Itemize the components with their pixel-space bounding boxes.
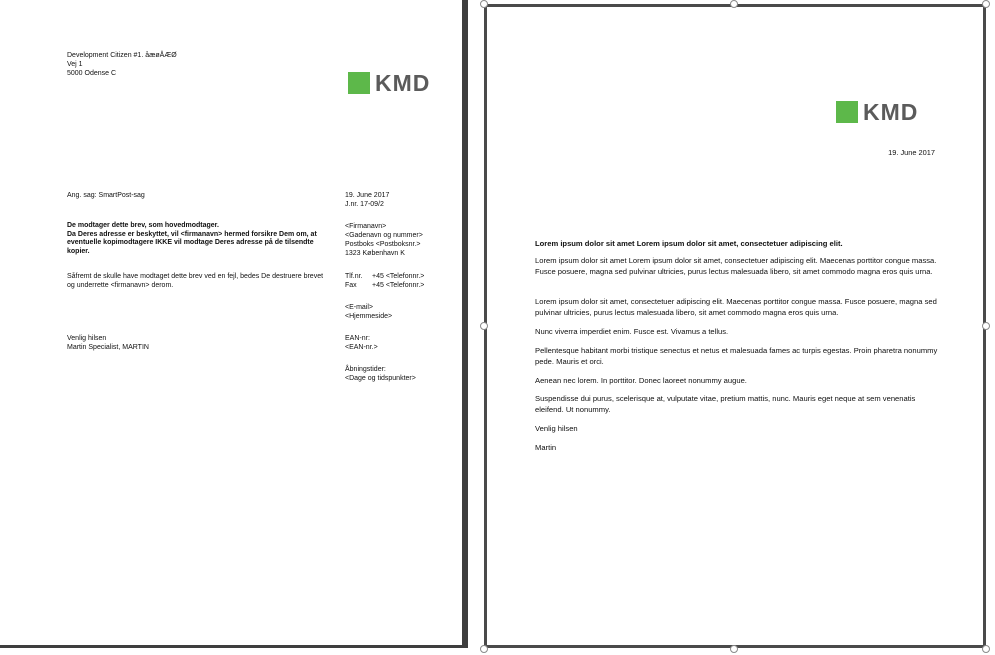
resize-handle-middle-right[interactable] [982,322,990,330]
sender-email: <E-mail> [345,304,374,311]
sender-street: <Gadenavn og nummer> [345,232,423,239]
page-2-paragraph-1: Lorem ipsum dolor sit amet Lorem ipsum dolor sit amet, consectetuer adipiscing elit. Maecenas porttitor congue massa. Fusce posuere, magna sed pulvinar ultricies, purus lectus malesuada libero, sit amet commodo magna eros quis urna. [535,256,937,276]
sender-phone-value: +45 <Telefonnr.> [372,273,425,280]
page-2-paragraph-3: Nunc viverra imperdiet enim. Fusce est. Vivamus a tellus. [535,327,729,336]
page-2-closing: Venlig hilsen [535,424,578,433]
page-2-paragraph-6: Suspendisse dui purus, scelerisque at, vulputate vitae, pretium mattis, nunc. Mauris eget neque at sem venenatis eleifend. Ut nonummy. [535,394,916,414]
letter-date: 19. June 2017 [345,192,390,199]
ean-value: <EAN-nr.> [345,344,378,351]
page-2-date: 19. June 2017 [888,148,935,157]
resize-handle-top-center[interactable] [730,0,738,8]
error-delivery-paragraph: Såfremt de skulle have modtaget dette brev ved en fejl, bedes De destruere brevet og underrette <firmanavn> derom. [67,273,324,289]
recipient-address-line-1: Development Citizen #1. åæøÅÆØ [67,52,177,59]
sender-phone-label: Tlf.nr. [345,273,363,280]
letter-page-2[interactable] [484,4,986,648]
page-2-heading: Lorem ipsum dolor sit amet Lorem ipsum dolor sit amet, consectetuer adipiscing elit. [535,239,843,248]
ean-label: EAN-nr: [345,335,370,342]
sender-city: 1323 København K [345,250,405,257]
resize-handle-bottom-center[interactable] [730,645,738,653]
sender-company: <Firmanavn> [345,223,387,230]
resize-handle-top-left[interactable] [480,0,488,8]
sender-fax-label: Fax [345,282,357,289]
resize-handle-middle-left[interactable] [480,322,488,330]
sender-fax-value: +45 <Telefonnr.> [372,282,425,289]
letter-page-1 [0,0,468,648]
page-2-paragraph-4: Pellentesque habitant morbi tristique senectus et netus et malesuada fames ac turpis egestas. Proin pharetra nonummy pede. Mauris et orci. [535,346,938,366]
signature: Martin Specialist, MARTIN [67,344,149,351]
resize-handle-top-right[interactable] [982,0,990,8]
journal-number: J.nr. 17-09/2 [345,201,384,208]
logo-wordmark: KMD [863,99,919,125]
logo-green-square [836,101,858,123]
subject-line: Ang. sag: SmartPost-sag [67,192,145,199]
opening-hours-value: <Dage og tidspunkter> [345,375,416,382]
logo-green-square [348,72,370,94]
recipient-address-line-3: 5000 Odense C [67,70,117,77]
recipient-address-line-2: Vej 1 [67,61,83,68]
sender-pobox: Postboks <Postboksnr.> [345,241,421,248]
sender-website: <Hjemmeside> [345,313,393,320]
opening-hours-label: Åbningstider: [345,366,386,373]
closing-greeting: Venlig hilsen [67,335,107,342]
resize-handle-bottom-right[interactable] [982,645,990,653]
page-2-paragraph-2: Lorem ipsum dolor sit amet, consectetuer adipiscing elit. Maecenas porttitor congue massa. Fusce posuere, magna sed pulvinar ultricies, purus lectus malesuada libero, sit amet commodo magna eros quis urna. [535,297,937,317]
page-2-paragraph-5: Aenean nec lorem. In porttitor. Donec laoreet nonummy augue. [535,376,747,385]
page-2-signature: Martin [535,443,557,452]
protected-address-notice: De modtager dette brev, som hovedmodtager. Da Deres adresse er beskyttet, vil <firmanavn> hermed forsikre Dem om, at eventuelle kopimodtagere IKKE vil modtage Deres adresse på de tilsendte kopier. [67,222,317,255]
logo-wordmark: KMD [375,70,431,96]
resize-handle-bottom-left[interactable] [480,645,488,653]
